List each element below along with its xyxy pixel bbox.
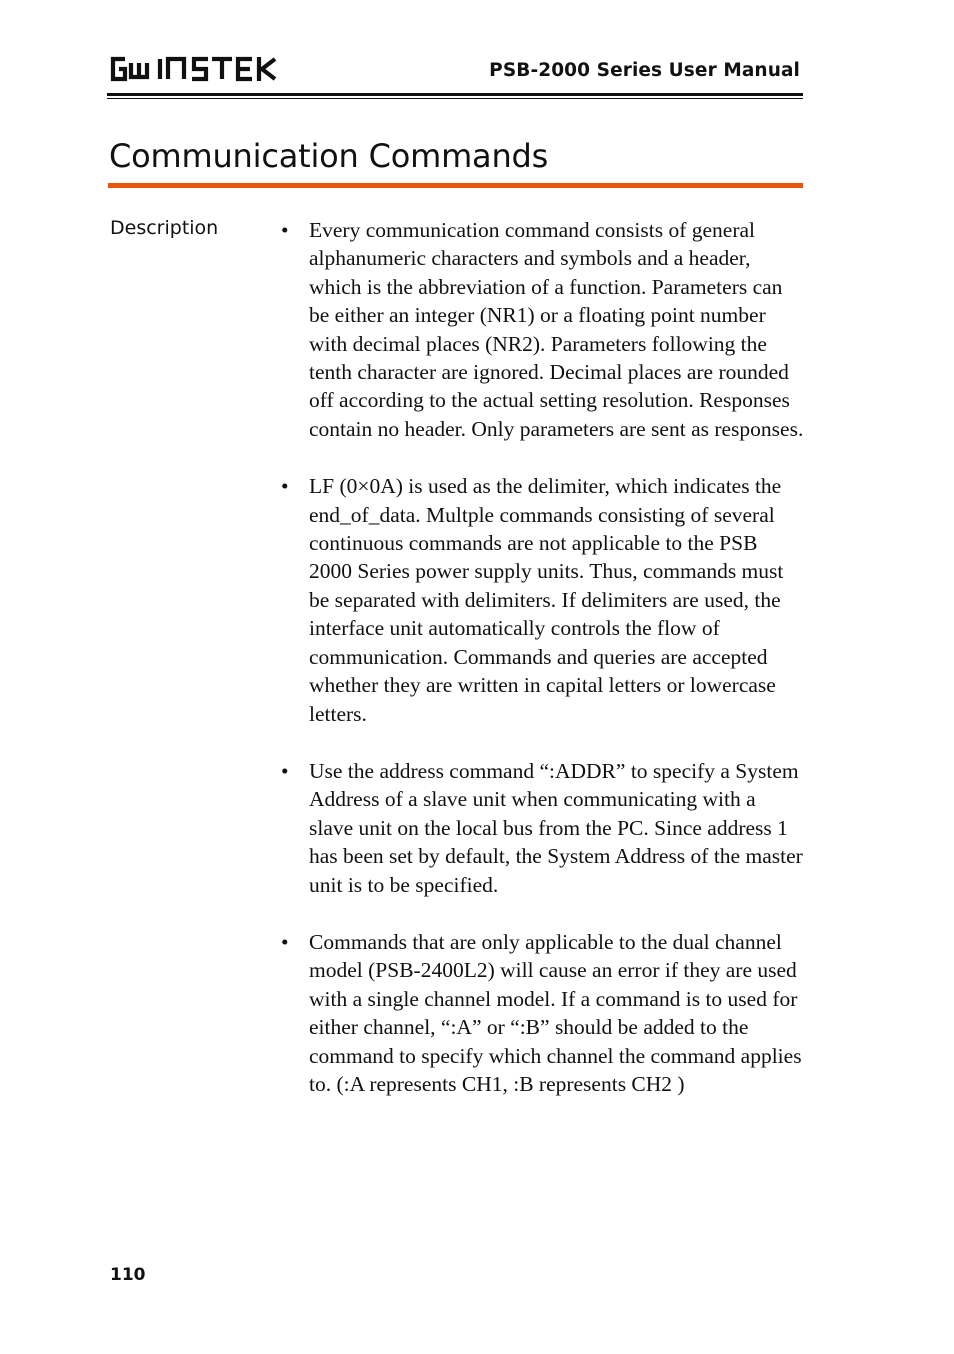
bullet-item [280, 757, 805, 899]
bullet-icon: • [281, 758, 289, 783]
bullet-text: Use the address command “:ADDR” to specify a System Address of a slave unit when communicating with a slave unit on the local bus from the PC. Since address 1 has been set by default, the System Address of the master unit is to be specified. [309, 758, 803, 897]
bullet-icon: • [281, 474, 289, 499]
page-number: 110 [110, 1265, 146, 1285]
bullet-item [280, 216, 805, 443]
bullet-text: Commands that are only applicable to the dual channel model (PSB-2400L2) will cause an error if they are used with a single channel model. If a command is to used for either channel, “:A” or “:B” should be added to the command to specify which channel the command applies to. (:A represents CH1, :B represents CH2 ) [309, 929, 802, 1096]
bullet-text: LF (0×0A) is used as the delimiter, which indicates the end_of_data. Multple commands consisting of several continuous commands are not applicable to the PSB 2000 Series power supply units. Thus, commands must be separated with delimiters. If delimiters are used, the interface unit automatically controls the flow of communication. Commands and queries are accepted whether they are written in capital letters or lowercase letters. [309, 474, 784, 726]
header-rule-thin [107, 98, 803, 99]
bullet-text: Every communication command consists of general alphanumeric characters and symbols and a header, which is the abbreviation of a function. Parameters can be either an integer (NR1) or a floating point number with decimal places (NR2). Parameters following the tenth character are ignored. Decimal places are rounded off according to the actual setting resolution. Responses contain no header. Only parameters are sent as responses. [309, 218, 804, 441]
page-heading: Communication Commands [109, 137, 549, 175]
bullet-icon: • [281, 218, 289, 242]
section-label-description: Description [110, 217, 219, 239]
description-bullet-list [280, 216, 805, 1127]
heading-accent-rule [108, 183, 803, 188]
header-rule-thick [107, 93, 803, 96]
bullet-icon: • [281, 929, 289, 954]
bullet-item [280, 928, 805, 1098]
bullet-item [280, 472, 805, 728]
manual-title: PSB-2000 Series User Manual [489, 60, 800, 81]
gw-instek-logo [108, 55, 280, 83]
